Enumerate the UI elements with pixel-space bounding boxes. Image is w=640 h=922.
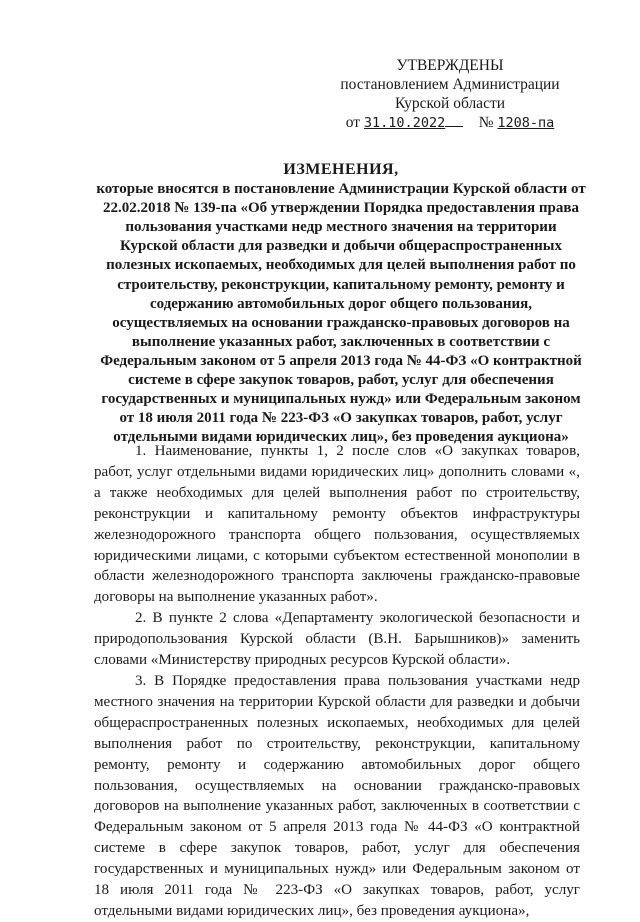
- paragraph-1: 1. Наименование, пункты 1, 2 после слов «О закупках товаров, работ, услуг отдельными видами юридических лиц» дополнить словами «, а также необходимых для целей выполнения работ по строительству, реконструкции и капитальному ремонту объектов инфраструктуры железнодорожного транспорта общего пользования, осуществляемых юридическими лицами, с которыми субъектом естественной монополии в области железнодорожного транспорта заключены гражданско-правовые договоры на выполнение указанных работ».: [94, 443, 580, 606]
- approval-region: Курской области: [394, 95, 506, 112]
- approval-number: 1208-па: [497, 115, 555, 131]
- document-title: [96, 160, 586, 447]
- paragraph-3: 3. В Порядке предоставления права пользования участками недр местного значения на территории Курской области для разведки и добычи общераспространенных полезных ископаемых, необходимых для целей выполнения работ по строительству, реконструкции, капитальному ремонту, ремонту и содержанию автомобильных дорог общего пользования, осуществляемых на основании гражданско-правовых договоров на выполнение указанных работ, заключенных в соответствии с Федеральным законом от 5 апреля 2013 года № 44-ФЗ «О контрактной системе в сфере закупок товаров, работ, услуг для обеспечения государственных и муниципальных нужд» или Федеральным законом от 18 июля 2011 года № 223-ФЗ «О закупках товаров, работ, услуг отдельными видами юридических лиц», без проведения аукциона»,: [94, 672, 580, 919]
- approval-block: [300, 56, 600, 133]
- approval-authority: постановлением Администрации: [340, 76, 560, 93]
- paragraph-2: 2. В пункте 2 слова «Департаменту экологической безопасности и природопользования Курской области (В.Н. Барышников)» заменить словами «Министерству природных ресурсов Курской области».: [94, 610, 580, 669]
- approval-date-row: [300, 113, 600, 133]
- date-prefix: от: [345, 114, 361, 131]
- approval-heading: УТВЕРЖДЕНЫ: [396, 57, 504, 74]
- number-prefix: №: [478, 114, 494, 131]
- date-underline: [445, 113, 463, 127]
- approval-date: 31.10.2022: [363, 115, 446, 131]
- title-text: которые вносятся в постановление Администрации Курской области от 22.02.2018 № 139-па «Об утверждении Порядка предоставления права пользования участками недр местного значения на территории Курской области для разведки и добычи общераспространенных полезных ископаемых, необходимых для целей выполнения работ по строительству, реконструкции, капитальному ремонту, ремонту и содержанию автомобильных дорог общего пользования, осуществляемых на основании гражданско-правовых договоров на выполнение указанных работ, заключенных в соответствии с Федеральным законом от 5 апреля 2013 года № 44-ФЗ «О контрактной системе в сфере закупок товаров, работ, услуг для обеспечения государственных и муниципальных нужд» или Федеральным законом от 18 июля 2011 года № 223-ФЗ «О закупках товаров, работ, услуг отдельными видами юридических лиц», без проведения аукциона»: [96, 181, 586, 446]
- document-body: [94, 441, 580, 922]
- title-heading: ИЗМЕНЕНИЯ,: [283, 161, 399, 178]
